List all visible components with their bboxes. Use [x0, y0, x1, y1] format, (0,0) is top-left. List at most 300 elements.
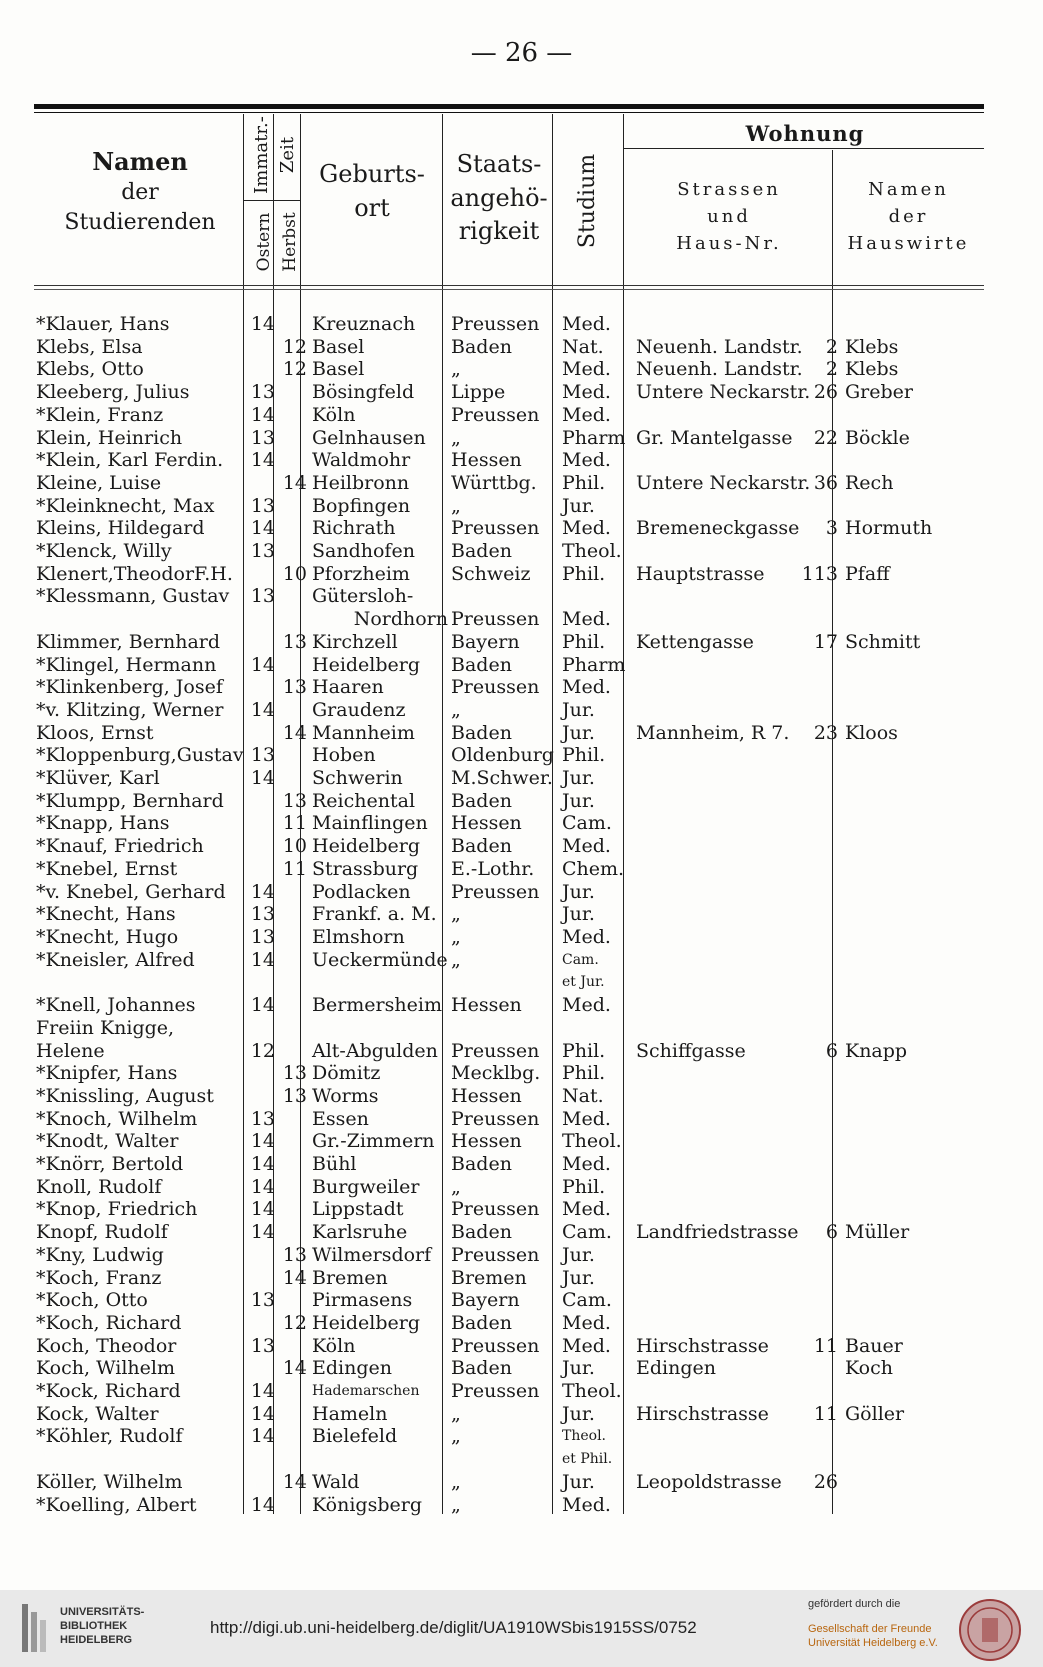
semester-ostern	[245, 1312, 277, 1335]
street-name: Untere Neckarstr.	[636, 471, 811, 494]
street-name: Mannheim, R 7.	[636, 721, 790, 744]
field-of-study: Phil.	[562, 630, 606, 653]
semester-ostern: 14	[250, 767, 275, 790]
birthplace: Haaren	[312, 676, 384, 699]
landlord-name	[842, 1017, 985, 1040]
street-name: Gr. Mantelgasse	[636, 426, 793, 449]
student-name: *Klessmann, Gustav	[36, 585, 230, 608]
house-number: 6	[825, 1221, 838, 1244]
semester-ostern	[245, 790, 277, 813]
semester-herbst	[277, 381, 309, 404]
birthplace: Podlacken	[312, 880, 411, 903]
citizenship: Hessen	[451, 994, 522, 1017]
semester-ostern: 14	[250, 517, 275, 540]
field-of-study: Cam.	[562, 812, 612, 835]
table-row	[34, 767, 985, 790]
landlord-name	[842, 1494, 985, 1517]
field-of-study: Phil.	[562, 1175, 606, 1198]
address-cell	[633, 1085, 842, 1108]
table-row	[34, 926, 985, 949]
semester-herbst	[277, 881, 309, 904]
field-of-study: et Phil.	[562, 1451, 613, 1468]
semester-ostern	[245, 971, 277, 994]
field-of-study: Med.	[562, 1311, 611, 1334]
landlord-name	[842, 926, 985, 949]
birthplace: Bösingfeld	[312, 381, 415, 404]
birthplace: Pforzheim	[312, 562, 410, 585]
address-cell	[633, 858, 842, 881]
address-cell	[633, 812, 842, 835]
semester-ostern	[245, 1448, 277, 1471]
address-cell	[633, 1380, 842, 1403]
address-cell	[633, 676, 842, 699]
field-of-study: Med.	[562, 676, 611, 699]
address-cell	[633, 449, 842, 472]
citizenship: „	[451, 494, 461, 517]
citizenship: „	[451, 1402, 461, 1425]
table-row	[34, 994, 985, 1017]
header-strassen-3: Haus-Nr.	[676, 233, 782, 254]
table-row	[34, 1425, 985, 1448]
address-cell	[633, 1335, 842, 1358]
citizenship: Preussen	[451, 608, 540, 631]
semester-ostern	[245, 1062, 277, 1085]
table-row	[34, 1244, 985, 1267]
birthplace: Bühl	[312, 1153, 357, 1176]
student-name: Klimmer, Bernhard	[36, 630, 221, 653]
table-row	[34, 449, 985, 472]
address-cell	[633, 472, 842, 495]
header-bottom-rule	[34, 285, 984, 286]
birthplace: Schwerin	[312, 767, 403, 790]
semester-ostern: 14	[250, 653, 275, 676]
student-name: *Knecht, Hugo	[36, 925, 179, 948]
birthplace: Kirchzell	[312, 630, 398, 653]
citizenship: Baden	[451, 1357, 512, 1380]
table-row	[34, 1085, 985, 1108]
semester-ostern	[245, 835, 277, 858]
address-cell	[633, 926, 842, 949]
semester-ostern: 14	[250, 1221, 275, 1244]
semester-herbst	[277, 608, 309, 631]
citizenship: Preussen	[451, 676, 540, 699]
landlord-name	[842, 699, 985, 722]
address-cell	[633, 336, 842, 359]
landlord-name	[842, 790, 985, 813]
field-of-study: Med.	[562, 1493, 611, 1516]
table-row	[34, 1380, 985, 1403]
sponsor-caption: gefördert durch die	[808, 1598, 901, 1610]
address-cell	[633, 1494, 842, 1517]
table-row	[34, 1108, 985, 1131]
landlord-name: Pfaff	[845, 562, 890, 585]
field-of-study: Cam.	[562, 1289, 612, 1312]
citizenship: Preussen	[451, 1107, 540, 1130]
semester-herbst	[277, 427, 309, 450]
landlord-name	[842, 1289, 985, 1312]
semester-herbst	[277, 540, 309, 563]
student-name: *Klumpp, Bernhard	[36, 789, 224, 812]
semester-herbst	[277, 1198, 309, 1221]
landlord-name: Göller	[845, 1402, 905, 1425]
student-name: Köller, Wilhelm	[36, 1470, 183, 1493]
header-geburtsort	[302, 158, 442, 225]
semester-herbst	[277, 699, 309, 722]
address-cell	[633, 608, 842, 631]
semester-ostern: 13	[250, 1107, 275, 1130]
field-of-study	[559, 1017, 633, 1040]
header-strassen	[626, 176, 832, 257]
semester-herbst	[277, 517, 309, 540]
semester-ostern: 13	[250, 426, 275, 449]
birthplace: Königsberg	[312, 1493, 423, 1516]
birthplace: Graudenz	[312, 698, 406, 721]
student-name: *Klein, Franz	[36, 403, 164, 426]
address-cell	[633, 744, 842, 767]
semester-ostern	[245, 812, 277, 835]
table-row	[34, 495, 985, 518]
citizenship: Bayern	[451, 1289, 520, 1312]
table-row	[34, 427, 985, 450]
citizenship: „	[451, 1470, 461, 1493]
footer-bar	[0, 1590, 1043, 1667]
table-row	[34, 971, 985, 994]
birthplace: Reichental	[312, 789, 416, 812]
field-of-study: Phil.	[562, 744, 606, 767]
birthplace: Gr.-Zimmern	[312, 1130, 435, 1153]
field-of-study: Jur.	[562, 698, 595, 721]
birthplace: Elmshorn	[312, 925, 405, 948]
landlord-name	[842, 585, 985, 608]
table-row	[34, 1153, 985, 1176]
table-row	[34, 812, 985, 835]
citizenship: Baden	[451, 835, 512, 858]
street-name: Leopoldstrasse	[636, 1470, 782, 1493]
student-name: *Kny, Ludwig	[36, 1243, 164, 1266]
table-row	[34, 1198, 985, 1221]
birthplace: Hameln	[312, 1402, 388, 1425]
field-of-study: Med.	[562, 1198, 611, 1221]
semester-herbst	[277, 971, 309, 994]
semester-ostern	[245, 676, 277, 699]
table-row	[34, 1403, 985, 1426]
table-row	[34, 790, 985, 813]
field-of-study: et Jur.	[562, 974, 605, 991]
address-cell	[633, 404, 842, 427]
citizenship: Baden	[451, 1311, 512, 1334]
citizenship: Preussen	[451, 403, 540, 426]
street-name: Hauptstrasse	[636, 562, 765, 585]
semester-herbst: 13	[282, 1084, 307, 1107]
table-row	[34, 881, 985, 904]
citizenship: Baden	[451, 1221, 512, 1244]
header-rule-thin	[34, 112, 984, 113]
landlord-name: Klebs	[845, 358, 899, 381]
birthplace: Frankf. a. M.	[312, 903, 437, 926]
address-cell	[633, 313, 842, 336]
landlord-name: Bauer	[845, 1334, 903, 1357]
street-name: Hirschstrasse	[636, 1334, 769, 1357]
semester-herbst: 13	[282, 676, 307, 699]
citizenship: Lippe	[451, 381, 506, 404]
address-cell	[633, 1176, 842, 1199]
semester-herbst	[277, 495, 309, 518]
student-name: *Knapp, Hans	[36, 812, 170, 835]
birthplace: Heilbronn	[312, 471, 410, 494]
student-name: Kock, Walter	[36, 1402, 159, 1425]
field-of-study: Jur.	[562, 767, 595, 790]
semester-herbst	[277, 1425, 309, 1448]
birthplace: Bermersheim	[312, 994, 442, 1017]
table-row	[34, 1017, 985, 1040]
student-name: Koch, Wilhelm	[36, 1357, 176, 1380]
field-of-study: Cam.	[562, 1221, 612, 1244]
semester-herbst	[277, 1153, 309, 1176]
field-of-study: Jur.	[562, 1470, 595, 1493]
citizenship: Preussen	[451, 880, 540, 903]
birthplace	[309, 1017, 448, 1040]
semester-herbst	[277, 1289, 309, 1312]
landlord-name	[842, 744, 985, 767]
field-of-study: Med.	[562, 517, 611, 540]
semester-herbst	[277, 1448, 309, 1471]
citizenship: Baden	[451, 721, 512, 744]
table-row	[34, 540, 985, 563]
landlord-name	[842, 1244, 985, 1267]
landlord-name	[842, 1471, 985, 1494]
citizenship: „	[451, 903, 461, 926]
citizenship: Oldenburg	[451, 744, 554, 767]
table-row	[34, 1312, 985, 1335]
house-number: 11	[813, 1402, 838, 1425]
citizenship: Hessen	[451, 812, 522, 835]
semester-ostern: 13	[250, 1334, 275, 1357]
semester-ostern: 14	[250, 1153, 275, 1176]
landlord-name	[842, 1062, 985, 1085]
student-name: Knoll, Rudolf	[36, 1175, 162, 1198]
table-row	[34, 472, 985, 495]
citizenship: Baden	[451, 789, 512, 812]
birthplace	[309, 971, 448, 994]
house-number: 36	[813, 471, 838, 494]
table-row	[34, 517, 985, 540]
citizenship: E.-Lothr.	[451, 857, 535, 880]
birthplace: Sandhofen	[312, 540, 415, 563]
address-cell	[633, 1267, 842, 1290]
semester-ostern: 14	[250, 1198, 275, 1221]
landlord-name	[842, 767, 985, 790]
landlord-name: Schmitt	[845, 630, 921, 653]
street-name: Bremeneckgasse	[636, 517, 800, 540]
landlord-name	[842, 1380, 985, 1403]
citizenship	[448, 1017, 559, 1040]
student-name: Klebs, Otto	[36, 358, 144, 381]
semester-ostern: 14	[250, 1175, 275, 1198]
field-of-study: Jur.	[562, 1266, 595, 1289]
birthplace: Wald	[312, 1470, 360, 1493]
field-of-study: Nat.	[562, 335, 604, 358]
citizenship: „	[451, 1175, 461, 1198]
field-of-study: Med.	[562, 925, 611, 948]
birthplace: Hoben	[312, 744, 376, 767]
field-of-study: Jur.	[562, 789, 595, 812]
field-of-study: Cam.	[562, 951, 599, 968]
student-name: *Koch, Franz	[36, 1266, 162, 1289]
student-name: Koch, Theodor	[36, 1334, 177, 1357]
address-cell	[633, 949, 842, 972]
street-name: Neuenh. Landstr.	[636, 358, 803, 381]
table-row	[34, 676, 985, 699]
semester-ostern: 14	[250, 994, 275, 1017]
table-row	[34, 1357, 985, 1380]
citizenship: Preussen	[451, 517, 540, 540]
address-cell	[633, 1312, 842, 1335]
birthplace: Strassburg	[312, 857, 419, 880]
address-cell	[633, 767, 842, 790]
semester-herbst	[277, 1017, 309, 1040]
semester-herbst	[277, 313, 309, 336]
field-of-study: Theol.	[562, 1380, 622, 1403]
semester-ostern: 13	[250, 925, 275, 948]
birthplace: Ueckermünde	[312, 948, 448, 971]
citizenship: Baden	[451, 653, 512, 676]
semester-herbst: 10	[282, 835, 307, 858]
birthplace: Richrath	[312, 517, 396, 540]
address-cell	[633, 1471, 842, 1494]
birthplace: Bopfingen	[312, 494, 411, 517]
field-of-study: Jur.	[562, 1243, 595, 1266]
semester-ostern	[245, 472, 277, 495]
semester-ostern	[245, 1244, 277, 1267]
landlord-name	[842, 1130, 985, 1153]
address-cell	[633, 971, 842, 994]
birthplace: Gelnhausen	[312, 426, 426, 449]
student-name: *Klinkenberg, Josef	[36, 676, 223, 699]
house-number: 3	[825, 517, 838, 540]
semester-ostern: 14	[250, 948, 275, 971]
semester-herbst: 11	[282, 857, 307, 880]
birthplace: Burgweiler	[312, 1175, 420, 1198]
street-name: Untere Neckarstr.	[636, 381, 811, 404]
semester-ostern	[245, 1471, 277, 1494]
citizenship: Preussen	[451, 313, 540, 335]
landlord-name	[842, 1267, 985, 1290]
citizenship: Preussen	[451, 1039, 540, 1062]
citizenship: Preussen	[451, 1334, 540, 1357]
citizenship	[448, 971, 559, 994]
header-wirte-2: der	[888, 206, 929, 227]
field-of-study: Pharm	[562, 426, 626, 449]
field-of-study: Nat.	[562, 1084, 604, 1107]
student-name: *Koch, Richard	[36, 1311, 182, 1334]
header-staat-3: rigkeit	[458, 217, 540, 246]
field-of-study: Pharm	[562, 653, 626, 676]
table-row	[34, 699, 985, 722]
student-name: *Klüver, Karl	[36, 767, 160, 790]
semester-ostern: 14	[250, 880, 275, 903]
address-cell	[633, 585, 842, 608]
semester-ostern: 12	[250, 1039, 275, 1062]
semester-ostern	[245, 358, 277, 381]
semester-ostern	[245, 722, 277, 745]
citizenship: Baden	[451, 1153, 512, 1176]
field-of-study: Med.	[562, 1153, 611, 1176]
landlord-name	[842, 971, 985, 994]
address-cell	[633, 1017, 842, 1040]
source-url-link[interactable]: http://digi.ub.uni-heidelberg.de/diglit/UA1910WSbis1915SS/0752	[210, 1618, 697, 1637]
field-of-study: Theol.	[562, 1130, 622, 1153]
field-of-study: Med.	[562, 608, 611, 631]
birthplace: Wilmersdorf	[312, 1243, 432, 1266]
header-staat-1: Staats-	[456, 150, 542, 178]
field-of-study: Phil.	[562, 471, 606, 494]
semester-ostern: 13	[250, 585, 275, 608]
address-cell	[633, 381, 842, 404]
landlord-name	[842, 495, 985, 518]
header-strassen-1: Strassen	[677, 179, 781, 200]
birthplace: Worms	[312, 1084, 379, 1107]
table-row	[34, 1176, 985, 1199]
student-name: *Knop, Friedrich	[36, 1198, 198, 1221]
address-cell	[633, 1403, 842, 1426]
semester-herbst	[277, 1494, 309, 1517]
field-of-study: Jur.	[562, 880, 595, 903]
address-cell	[633, 835, 842, 858]
zeit-rule	[244, 200, 300, 201]
semester-ostern: 14	[250, 698, 275, 721]
landlord-name: Greber	[845, 381, 913, 404]
university-seal-icon	[958, 1598, 1022, 1662]
field-of-study: Jur.	[562, 1357, 595, 1380]
table-row	[34, 381, 985, 404]
table-row	[34, 1267, 985, 1290]
student-name	[34, 971, 245, 994]
header-names-sub2: Studierenden	[64, 210, 216, 236]
house-number: 26	[813, 1470, 838, 1493]
citizenship: „	[451, 358, 461, 381]
semester-herbst: 13	[282, 1243, 307, 1266]
semester-ostern: 13	[250, 540, 275, 563]
student-name: *Köhler, Rudolf	[36, 1425, 183, 1448]
landlord-name: Müller	[845, 1221, 910, 1244]
street-name: Hirschstrasse	[636, 1402, 769, 1425]
citizenship: Bayern	[451, 630, 520, 653]
address-cell	[633, 358, 842, 381]
semester-ostern: 14	[250, 313, 275, 335]
table-row	[34, 654, 985, 677]
landlord-name	[842, 812, 985, 835]
landlord-name	[842, 858, 985, 881]
semester-herbst	[277, 1403, 309, 1426]
semester-herbst: 13	[282, 630, 307, 653]
semester-ostern	[245, 1357, 277, 1380]
citizenship: „	[451, 698, 461, 721]
header-herbst: Herbst	[280, 212, 300, 272]
address-cell	[633, 495, 842, 518]
table-row	[34, 336, 985, 359]
semester-herbst: 14	[282, 721, 307, 744]
table-row	[34, 1494, 985, 1517]
semester-ostern: 13	[250, 903, 275, 926]
semester-ostern	[245, 858, 277, 881]
header-hauswirte	[833, 176, 984, 257]
field-of-study: Theol.	[562, 1428, 606, 1445]
table-row	[34, 744, 985, 767]
semester-herbst	[277, 1335, 309, 1358]
citizenship: Baden	[451, 540, 512, 563]
student-name: Klebs, Elsa	[36, 335, 143, 358]
field-of-study: Med.	[562, 1334, 611, 1357]
